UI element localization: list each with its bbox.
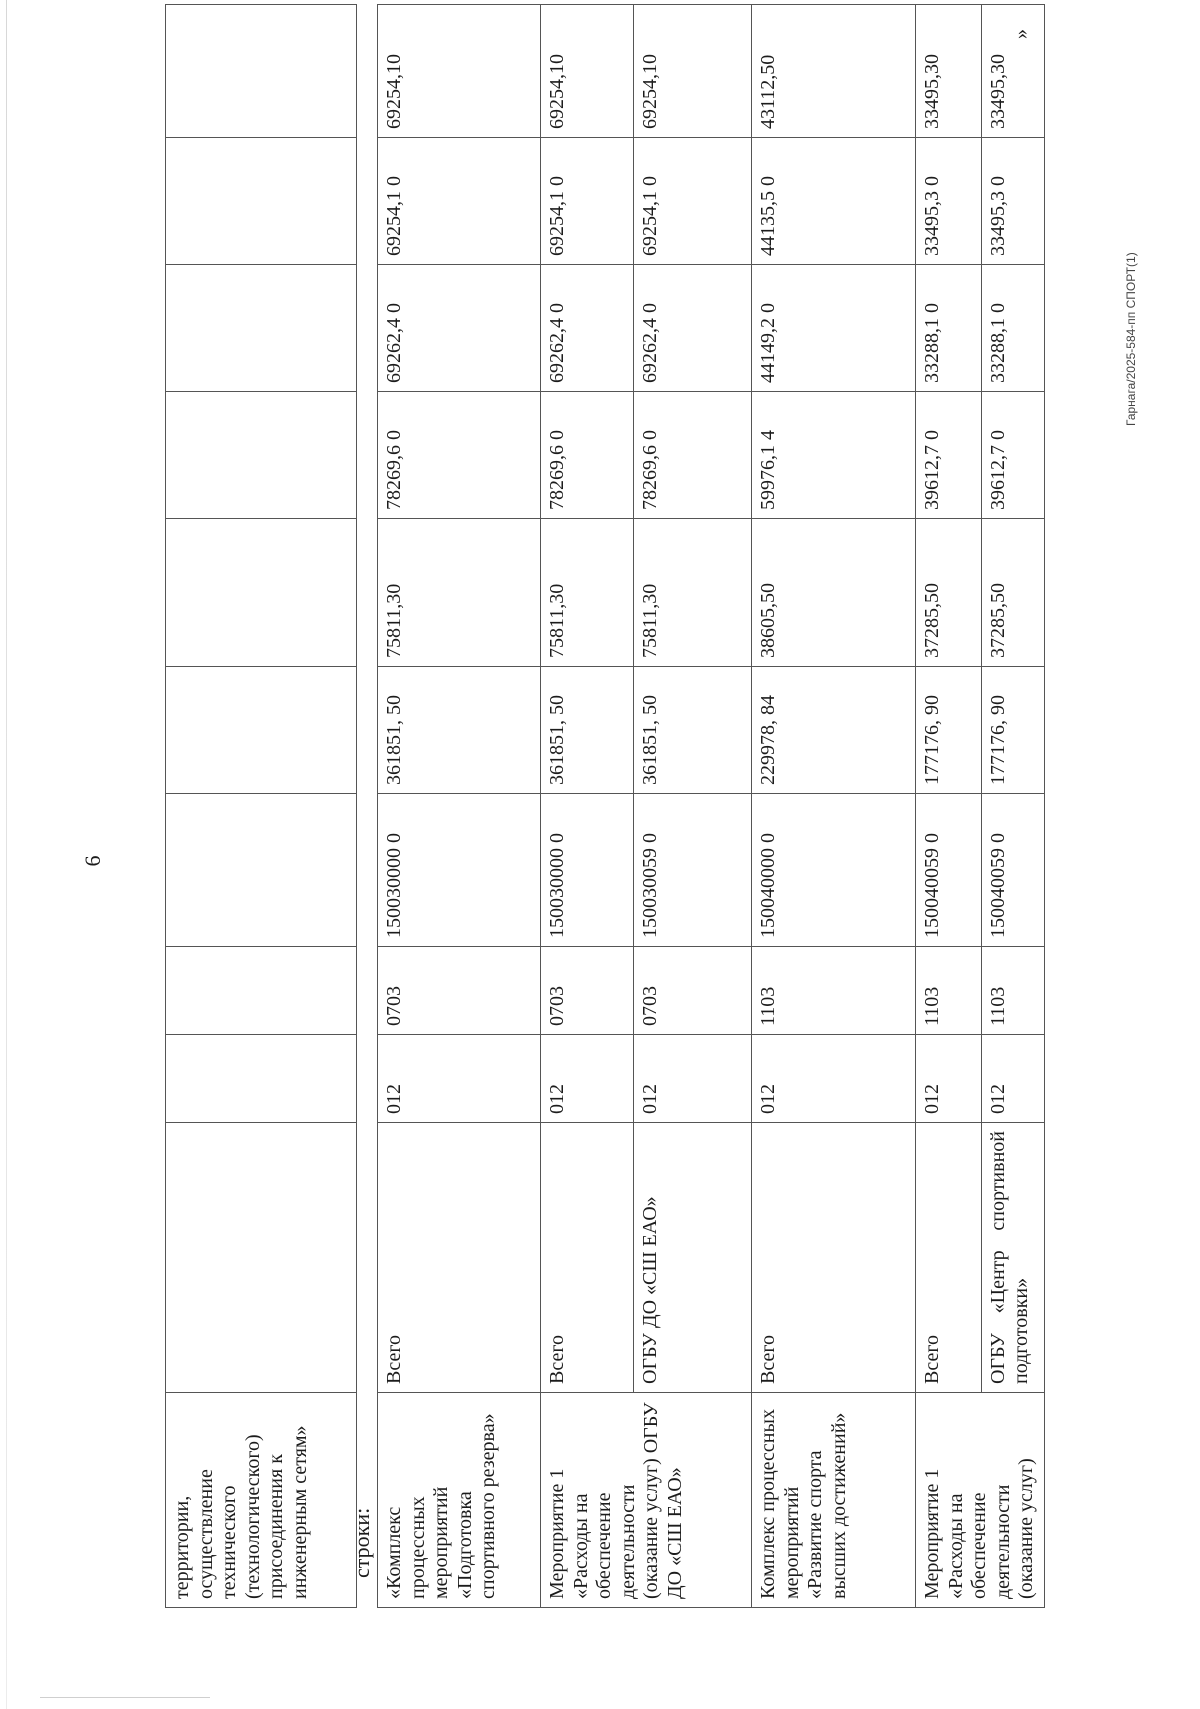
cell-year-2: 59976,1 4	[752, 392, 916, 519]
cell-name: территории, осуществление технического (технологического) присоединения к инженерным сетям»	[166, 1393, 357, 1608]
cell-year-5: 43112,50	[752, 5, 916, 138]
table-row	[541, 5, 634, 1608]
cell-grbs: 012	[378, 1035, 541, 1123]
scan-edge-left	[6, 0, 7, 1709]
closing-quote: »	[1010, 29, 1033, 39]
cell-csr: 150030000 0	[541, 794, 634, 947]
cell-csr: 150030000 0	[378, 794, 541, 947]
cell-name: Мероприятие 1 «Расходы на обеспечение деятельности (оказание услуг) ОГБУ ДО «СШ ЕАО»	[541, 1393, 752, 1608]
cell-csr: 150030059 0	[634, 794, 752, 947]
cell-name: «Комплекс процессных мероприятий «Подготовка спортивного резерва»	[378, 1393, 541, 1608]
cell-year-1: 75811,30	[541, 519, 634, 667]
table-row	[752, 5, 916, 1608]
cell-year-1: 37285,50	[981, 519, 1044, 667]
cell-year-1: 75811,30	[378, 519, 541, 667]
page-number: 6	[80, 855, 105, 867]
cell-year-4: 69254,1 0	[378, 138, 541, 265]
cell-year-5: 69254,10	[541, 5, 634, 138]
cell-total: 361851, 50	[541, 667, 634, 794]
cell-executor: Всего	[752, 1123, 916, 1393]
cell-grbs: 012	[541, 1035, 634, 1123]
cell-year-2: 78269,6 0	[541, 392, 634, 519]
cell-rzpr: 0703	[378, 947, 541, 1035]
table-row	[916, 5, 982, 1608]
cell-empty	[166, 519, 357, 667]
cell-total: 177176, 90	[916, 667, 982, 794]
cell-year-5: 69254,10	[634, 5, 752, 138]
cell-rzpr: 0703	[634, 947, 752, 1035]
top-table	[165, 4, 357, 1608]
cell-year-3: 33288,1 0	[916, 265, 982, 392]
cell-total: 177176, 90	[981, 667, 1044, 794]
cell-rzpr: 0703	[541, 947, 634, 1035]
cell-year-3: 44149,2 0	[752, 265, 916, 392]
cell-total: 361851, 50	[634, 667, 752, 794]
cell-csr: 150040059 0	[981, 794, 1044, 947]
cell-year-5: 69254,10	[378, 5, 541, 138]
main-table	[377, 4, 1045, 1608]
scan-edge-bottom	[40, 1697, 210, 1698]
cell-csr: 150040000 0	[752, 794, 916, 947]
cell-grbs: 012	[916, 1035, 982, 1123]
cell-year-2: 78269,6 0	[378, 392, 541, 519]
cell-year-5-value: 33495,30	[986, 54, 1009, 129]
cell-name: Комплекс процессных мероприятий «Развитие спорта высших достижений»	[752, 1393, 916, 1608]
section-label: строки:	[349, 1507, 374, 1578]
table-row	[378, 5, 541, 1608]
cell-empty	[166, 138, 357, 265]
cell-empty	[166, 1035, 357, 1123]
cell-empty	[166, 265, 357, 392]
cell-empty	[166, 947, 357, 1035]
rotated-page-content	[165, 29, 1115, 1608]
cell-rzpr: 1103	[916, 947, 982, 1035]
cell-year-4: 44135,5 0	[752, 138, 916, 265]
cell-year-5	[981, 5, 1044, 138]
cell-year-3: 69262,4 0	[378, 265, 541, 392]
cell-year-4: 33495,3 0	[916, 138, 982, 265]
cell-empty	[166, 392, 357, 519]
cell-total: 361851, 50	[378, 667, 541, 794]
cell-year-4: 33495,3 0	[981, 138, 1044, 265]
cell-year-1: 37285,50	[916, 519, 982, 667]
table-row	[634, 5, 752, 1608]
cell-grbs: 012	[634, 1035, 752, 1123]
cell-empty	[166, 667, 357, 794]
cell-executor: Всего	[541, 1123, 634, 1393]
cell-total: 229978, 84	[752, 667, 916, 794]
cell-executor: ОГБУ ДО «СШ ЕАО»	[634, 1123, 752, 1393]
cell-year-1: 38605,50	[752, 519, 916, 667]
table-row	[166, 5, 357, 1608]
cell-year-4: 69254,1 0	[541, 138, 634, 265]
cell-rzpr: 1103	[752, 947, 916, 1035]
cell-year-2: 39612,7 0	[916, 392, 982, 519]
cell-executor: ОГБУ «Центр спортивной подготовки»	[981, 1123, 1044, 1393]
cell-empty	[166, 794, 357, 947]
cell-csr: 150040059 0	[916, 794, 982, 947]
cell-year-3: 69262,4 0	[634, 265, 752, 392]
cell-year-2: 78269,6 0	[634, 392, 752, 519]
cell-year-3: 33288,1 0	[981, 265, 1044, 392]
cell-empty	[166, 1123, 357, 1393]
cell-executor: Всего	[378, 1123, 541, 1393]
cell-year-4: 69254,1 0	[634, 138, 752, 265]
footer-code: Гарнага/2025-584-пп СПОРТ(1)	[1124, 252, 1138, 426]
cell-year-1: 75811,30	[634, 519, 752, 667]
cell-year-2: 39612,7 0	[981, 392, 1044, 519]
cell-grbs: 012	[752, 1035, 916, 1123]
cell-year-5: 33495,30	[916, 5, 982, 138]
cell-empty	[166, 5, 357, 138]
table-row	[981, 5, 1044, 1608]
cell-executor: Всего	[916, 1123, 982, 1393]
cell-rzpr: 1103	[981, 947, 1044, 1035]
cell-name: Мероприятие 1 «Расходы на обеспечение деятельности (оказание услуг)	[916, 1393, 1045, 1608]
cell-grbs: 012	[981, 1035, 1044, 1123]
cell-year-3: 69262,4 0	[541, 265, 634, 392]
